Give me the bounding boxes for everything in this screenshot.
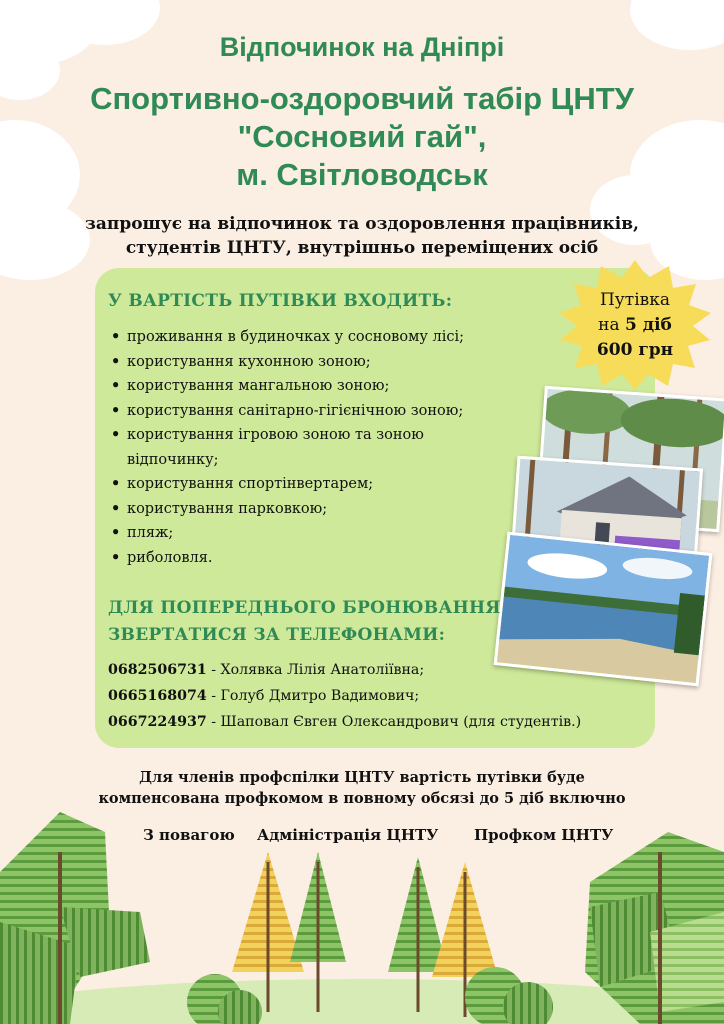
contact-name: - Холявка Лілія Анатоліївна; xyxy=(206,662,425,678)
signature-union: Профком ЦНТУ xyxy=(474,826,614,844)
compensation-note xyxy=(0,767,724,809)
price-badge-price: 600 грн xyxy=(596,340,674,360)
compensation-line1: Для членів профспілки ЦНТУ вартість путівки буде xyxy=(139,769,585,786)
compensation-line2: компенсована профкомом в повному обсязі до 5 діб включно xyxy=(98,790,626,807)
phone-number[interactable]: 0665168074 xyxy=(108,688,207,704)
list-item: • користування мангальною зоною; xyxy=(105,374,525,399)
page-title: Відпочинок на Дніпрі xyxy=(219,32,505,62)
signature-admin: Адміністрація ЦНТУ xyxy=(257,826,439,844)
list-item: • проживання в будиночках у сосновому лісі; xyxy=(105,325,525,350)
booking-title-line2: ЗВЕРТАТИСЯ ЗА ТЕЛЕФОНАМИ: xyxy=(108,625,446,645)
contact-row xyxy=(108,709,668,735)
price-badge-text xyxy=(570,288,700,363)
list-item: • користування парковкою; xyxy=(105,497,525,522)
price-badge-line2 xyxy=(570,313,700,338)
contact-row xyxy=(108,657,668,683)
booking-title-line1: ДЛЯ ПОПЕРЕДНЬОГО БРОНЮВАННЯ xyxy=(108,598,501,618)
invitation-line2: студентів ЦНТУ, внутрішньо переміщених осіб xyxy=(125,238,599,258)
list-item: • риболовля. xyxy=(105,546,525,571)
booking-title xyxy=(108,595,501,649)
price-badge-line1: Путівка xyxy=(599,290,670,310)
list-item: • користування спортінвертарем; xyxy=(105,472,525,497)
contact-row xyxy=(108,683,668,709)
price-badge-days: 5 діб xyxy=(625,315,672,335)
invitation-line1: запрошує на відпочинок та оздоровлення працівників, xyxy=(85,214,639,234)
camp-name xyxy=(0,80,724,194)
list-item: • користування кухонною зоною; xyxy=(105,350,525,375)
camp-name-line1: Спортивно-оздоровчий табір ЦНТУ xyxy=(90,81,634,116)
camp-name-line3: м. Світловодськ xyxy=(236,157,488,192)
includes-list xyxy=(105,325,525,570)
contacts-list xyxy=(108,657,668,735)
list-item: • користування ігровою зоною та зоною відпочинку; xyxy=(105,423,467,472)
contact-name: - Шаповал Євген Олександрович (для студентів.) xyxy=(206,714,582,730)
signature-regards: З повагою xyxy=(143,826,235,844)
price-badge-prefix: на xyxy=(598,315,625,335)
invitation-text xyxy=(0,212,724,260)
list-item: • користування санітарно-гігієнічною зоною; xyxy=(105,399,525,424)
forest-illustration xyxy=(0,812,724,1024)
phone-number[interactable]: 0682506731 xyxy=(108,662,207,678)
camp-name-line2: "Сосновий гай", xyxy=(237,119,487,154)
includes-title: У ВАРТІСТЬ ПУТІВКИ ВХОДИТЬ: xyxy=(108,291,453,311)
phone-number[interactable]: 0667224937 xyxy=(108,714,207,730)
contact-name: - Голуб Дмитро Вадимович; xyxy=(206,688,420,704)
list-item: • пляж; xyxy=(105,521,525,546)
